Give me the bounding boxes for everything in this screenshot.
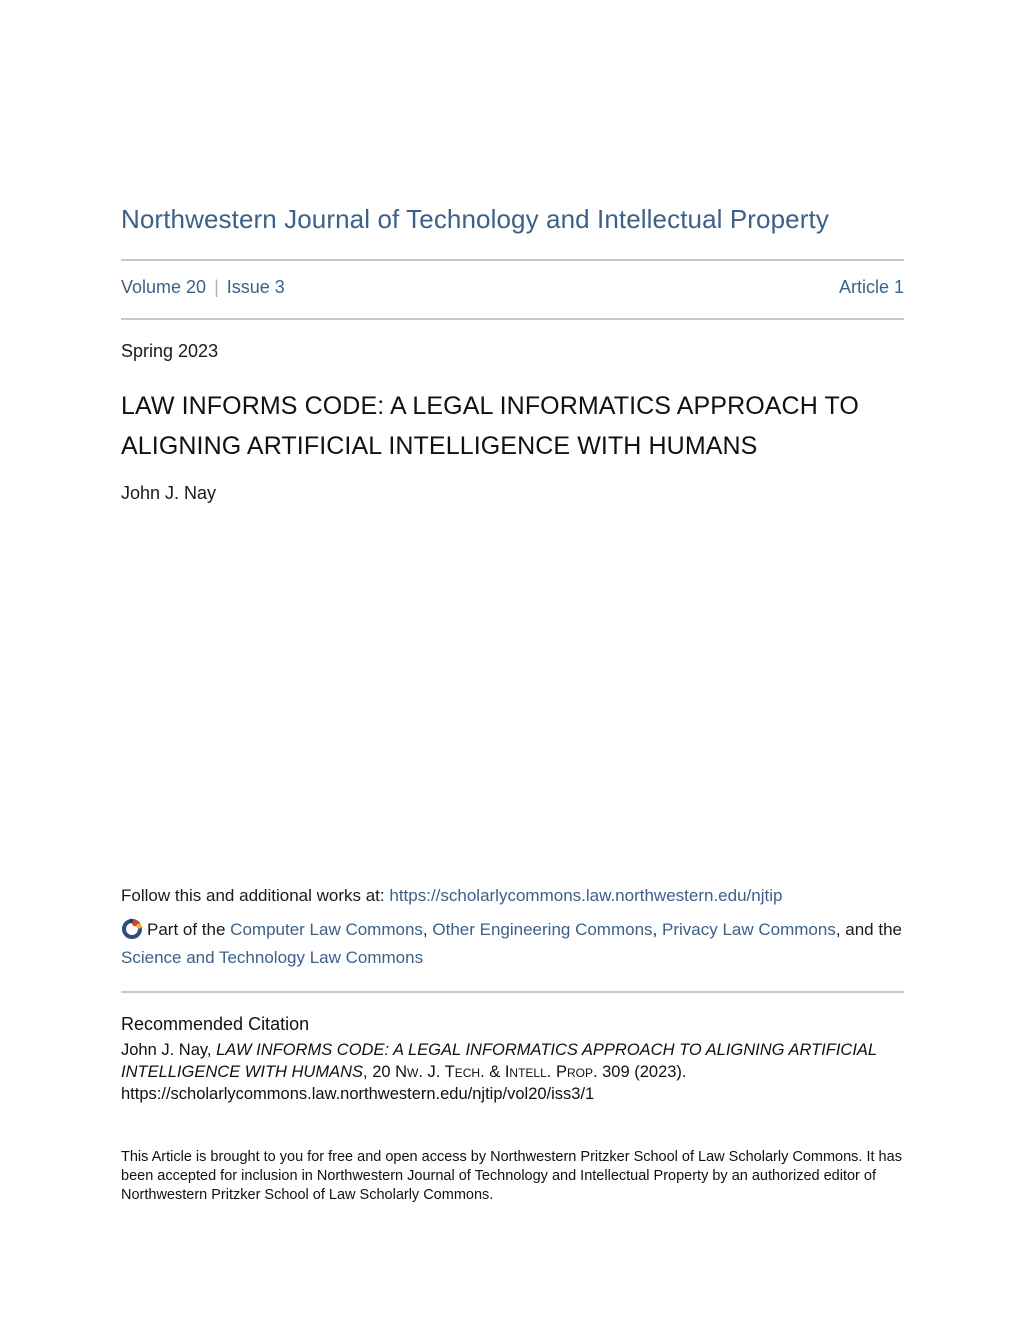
article-title-line: ALIGNING ARTIFICIAL INTELLIGENCE WITH HUMANS	[121, 432, 758, 460]
recommended-citation-heading: Recommended Citation	[121, 1014, 310, 1034]
science-technology-law-commons-link[interactable]: Science and Technology Law Commons	[121, 948, 424, 967]
and-the-text: , and the	[835, 920, 902, 939]
privacy-law-commons-link[interactable]: Privacy Law Commons	[662, 920, 836, 939]
citation-source: , 20 Nw. J. Tech. & Intell. Prop. 309 (2023).	[363, 1063, 687, 1081]
part-of-commons	[121, 916, 904, 972]
citation-author: John J. Nay,	[121, 1041, 217, 1059]
computer-law-commons-link[interactable]: Computer Law Commons	[230, 920, 423, 939]
divider	[121, 259, 904, 261]
article-title-line: LAW INFORMS CODE: A LEGAL INFORMATICS APPROACH TO	[121, 392, 859, 420]
comma: ,	[652, 920, 662, 939]
publication-season: Spring 2023	[121, 341, 219, 361]
part-of-prefix: Part of the	[147, 920, 231, 939]
separator: |	[214, 277, 219, 297]
follow-prefix: Follow this and additional works at:	[121, 886, 390, 905]
repository-link[interactable]: https://scholarlycommons.law.northwestern.edu/njtip	[389, 886, 783, 905]
citation-text	[121, 1039, 904, 1105]
journal-title-link[interactable]: Northwestern Journal of Technology and Intellectual Property	[121, 204, 829, 234]
bepress-commons-icon	[121, 917, 143, 939]
citation-url: https://scholarlycommons.law.northwestern.edu/njtip/vol20/iss3/1	[121, 1085, 595, 1103]
citation-title: LAW INFORMS CODE: A LEGAL INFORMATICS APPROACH TO ALIGNING ARTIFICIAL	[216, 1041, 878, 1059]
article-number-link[interactable]: Article 1	[838, 277, 904, 297]
article-author: John J. Nay	[121, 483, 217, 503]
divider	[121, 318, 904, 320]
issue-link[interactable]: Issue 3	[226, 277, 285, 297]
follow-line	[121, 886, 782, 906]
volume-issue-group	[121, 277, 285, 298]
issue-info-row	[121, 277, 904, 303]
comma: ,	[422, 920, 433, 939]
citation-title: INTELLIGENCE WITH HUMANS	[121, 1063, 364, 1081]
other-engineering-commons-link[interactable]: Other Engineering Commons	[432, 920, 653, 939]
cover-page	[121, 0, 904, 1325]
divider	[121, 991, 904, 993]
access-notice: This Article is brought to you for free and open access by Northwestern Pritzker School of Law Scholarly Commons. It has been accepted for inclusion in Northwestern Journal of Technology and Intellectual Property by an authorized editor of Northwestern Pritzker School of Law Scholarly Commons.	[121, 1149, 902, 1203]
volume-link[interactable]: Volume 20	[121, 277, 207, 297]
article-title	[121, 386, 904, 466]
